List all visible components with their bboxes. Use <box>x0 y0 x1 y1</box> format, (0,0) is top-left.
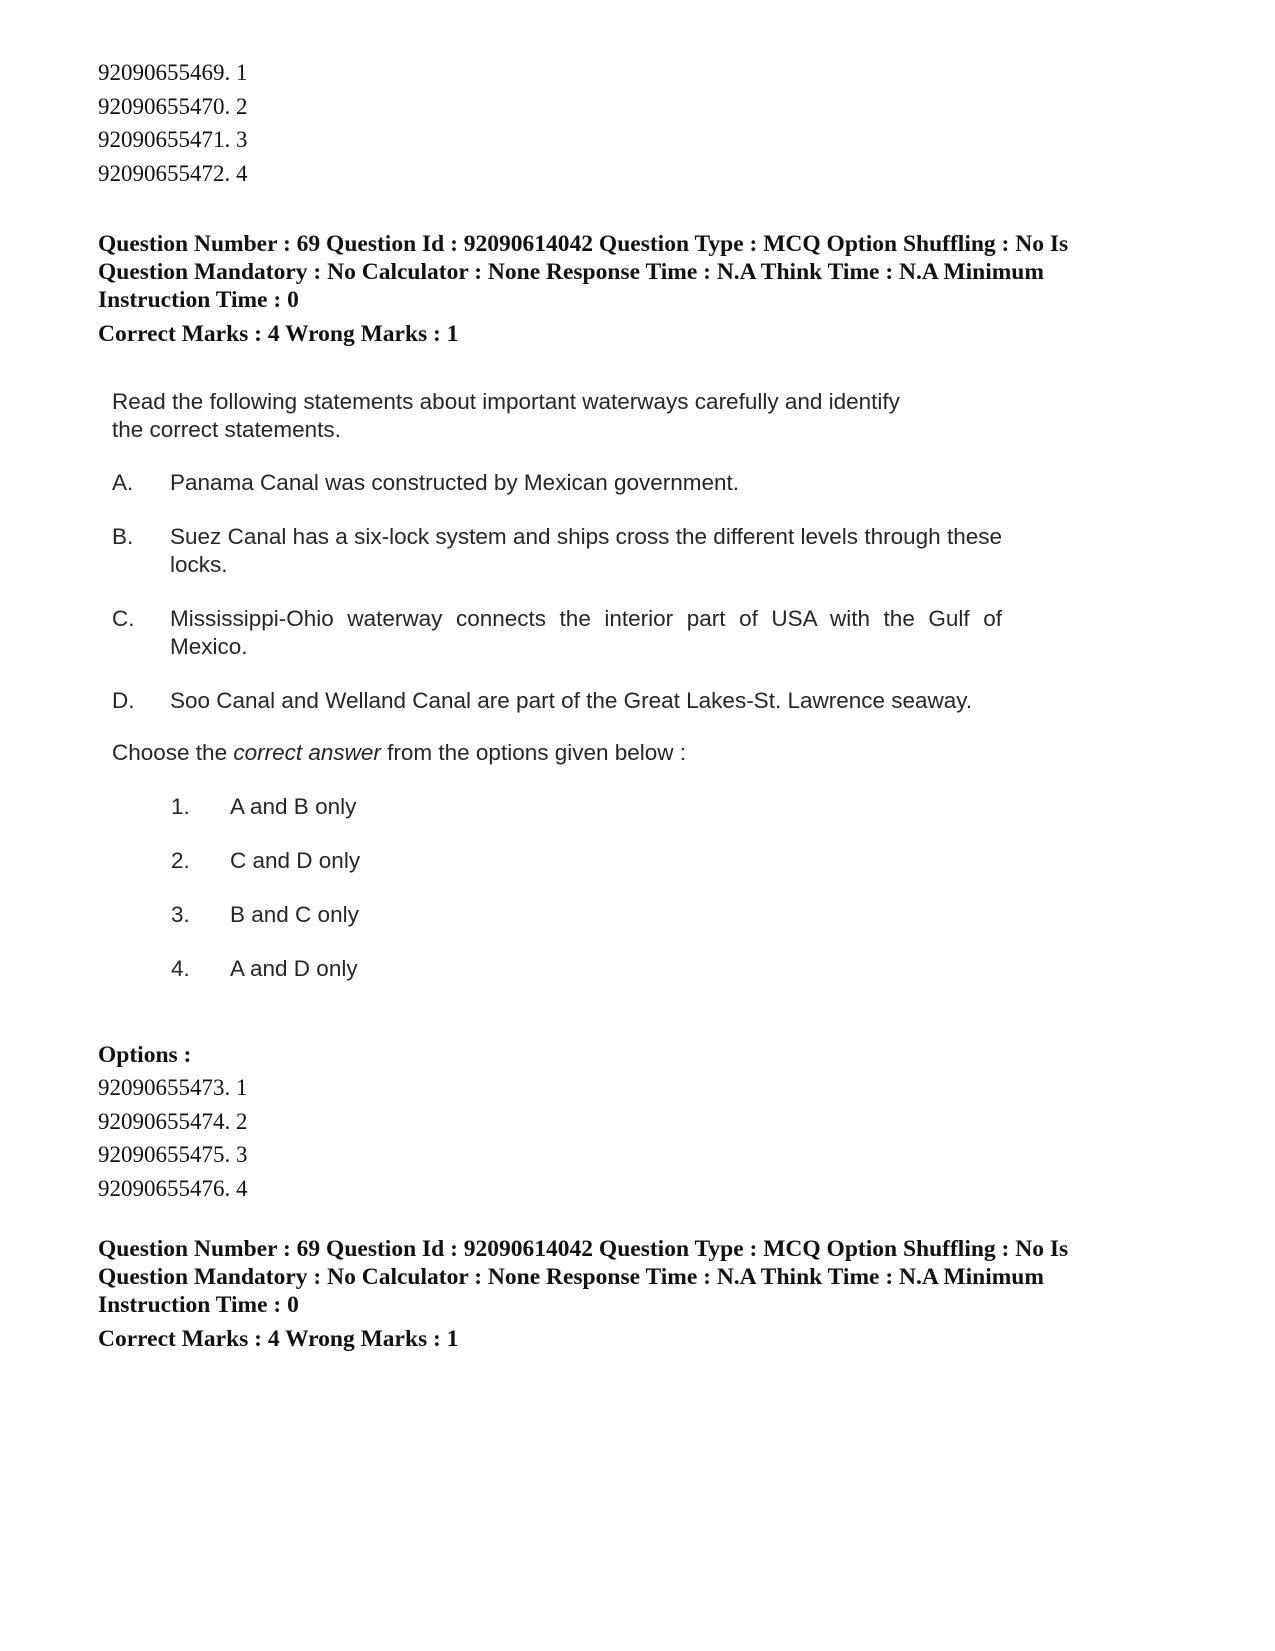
statement-text: Panama Canal was constructed by Mexican government. <box>170 470 740 495</box>
statement-letter: C. <box>112 606 135 631</box>
statement-c <box>112 605 1002 661</box>
answer-choice <box>112 793 1002 847</box>
statement-letter: A. <box>112 470 134 495</box>
choice-number: 1. <box>171 794 190 819</box>
option-line: 92090655473. 1 <box>98 1075 248 1100</box>
choice-number: 4. <box>171 956 190 981</box>
statement-text: Soo Canal and Welland Canal are part of the Great Lakes-St. Lawrence seaway. <box>170 688 973 713</box>
header-line: Question Number : 69 Question Id : 92090614042 Question Type : MCQ Option Shuffling : No Is <box>98 231 1069 257</box>
option-line: 92090655476. 4 <box>98 1175 248 1201</box>
next-question-header <box>98 1235 1188 1353</box>
option-line: 92090655475. 3 <box>98 1142 248 1167</box>
statement-letter: B. <box>112 524 134 549</box>
question-intro: Read the following statements about important waterways carefully and identify the correct statements. <box>112 389 900 442</box>
option-line: 92090655471. 3 <box>98 127 248 152</box>
choice-text: C and D only <box>230 848 361 873</box>
option-line: 92090655469. 1 <box>98 60 248 85</box>
statement-text: Mississippi-Ohio waterway connects the interior part of USA with the Gulf of Mexico. <box>170 606 1002 659</box>
answer-choices <box>112 793 1002 1009</box>
choice-text: A and B only <box>230 794 357 819</box>
statement-d <box>112 687 1002 715</box>
choice-text: B and C only <box>230 902 359 927</box>
header-line: Instruction Time : 0 <box>98 1292 299 1318</box>
answer-choice <box>112 847 1002 901</box>
question-header <box>98 230 1188 348</box>
statement-text: Suez Canal has a six-lock system and ships cross the different levels through these locks. <box>170 524 1002 577</box>
choice-number: 3. <box>171 902 190 927</box>
emphasis-text: correct answer <box>233 740 381 765</box>
header-line: Instruction Time : 0 <box>98 287 299 313</box>
options-list <box>98 1071 248 1205</box>
marks-line: Correct Marks : 4 Wrong Marks : 1 <box>98 1326 459 1352</box>
statement-letter: D. <box>112 688 135 713</box>
choose-instruction: Choose the correct answer from the options given below : <box>112 740 687 765</box>
option-line: 92090655470. 2 <box>98 93 248 119</box>
header-line: Question Mandatory : No Calculator : None Response Time : N.A Think Time : N.A Minimum <box>98 259 1044 285</box>
answer-choice <box>112 955 1002 1009</box>
statement-a <box>112 469 1002 497</box>
options-heading: Options : <box>98 1042 192 1068</box>
statement-b <box>112 523 1002 579</box>
choice-text: A and D only <box>230 956 358 981</box>
question-body <box>112 388 1002 1009</box>
header-line: Question Mandatory : No Calculator : None Response Time : N.A Think Time : N.A Minimum <box>98 1264 1044 1290</box>
marks-line: Correct Marks : 4 Wrong Marks : 1 <box>98 321 459 347</box>
option-line: 92090655472. 4 <box>98 160 248 186</box>
previous-options-list <box>98 56 248 190</box>
header-line: Question Number : 69 Question Id : 92090614042 Question Type : MCQ Option Shuffling : No Is <box>98 1236 1069 1262</box>
answer-choice <box>112 901 1002 955</box>
option-line: 92090655474. 2 <box>98 1108 248 1134</box>
choice-number: 2. <box>171 848 190 873</box>
